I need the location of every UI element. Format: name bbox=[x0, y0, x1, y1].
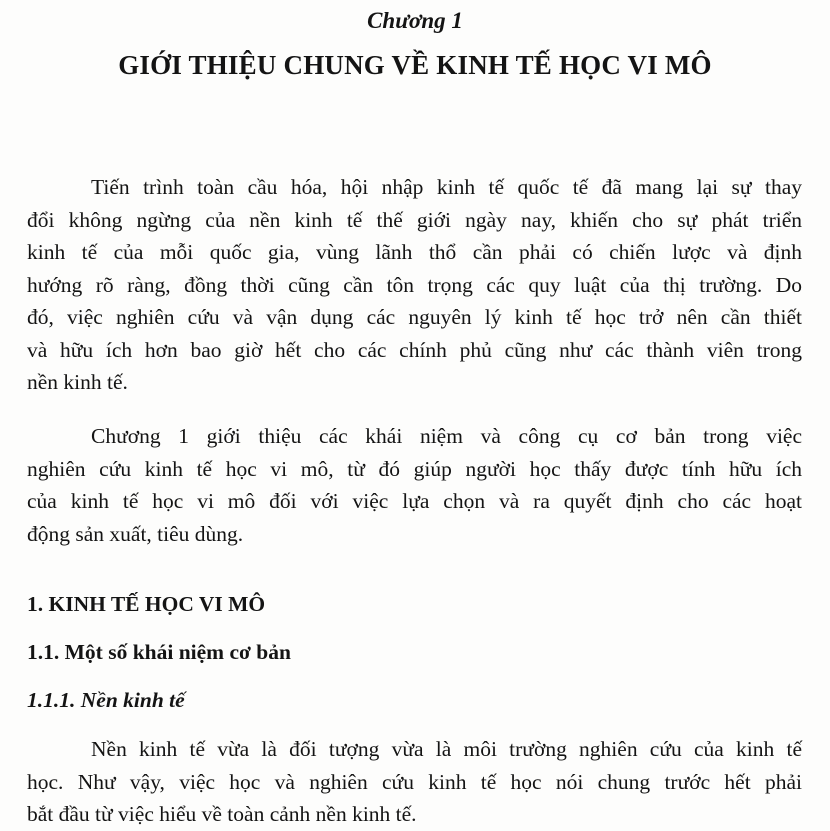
paragraph-line: đổi không ngừng của nền kinh tế thế giới ngày nay, khiến cho sự phát triển bbox=[27, 207, 802, 232]
section-heading-1-1: 1.1. Một số khái niệm cơ bản bbox=[27, 640, 291, 664]
paragraph-line: Chương 1 giới thiệu các khái niệm và công cụ cơ bản trong việc bbox=[91, 424, 802, 448]
paragraph-line: đó, việc nghiên cứu và vận dụng các nguyên lý kinh tế học trở nên cần thiết bbox=[27, 305, 802, 329]
paragraph-line: học. Như vậy, việc học và nghiên cứu kinh tế học nói chung trước hết phải bbox=[27, 769, 802, 794]
chapter-title: GIỚI THIỆU CHUNG VỀ KINH TẾ HỌC VI MÔ bbox=[118, 50, 712, 80]
section-1-1-1-paragraph bbox=[27, 733, 802, 831]
paragraph-line: bắt đầu từ việc hiểu về toàn cảnh nền kinh tế. bbox=[27, 802, 417, 826]
paragraph-line: của kinh tế học vi mô đối với việc lựa chọn và ra quyết định cho các hoạt bbox=[27, 489, 802, 513]
paragraph-line: nghiên cứu kinh tế học vi mô, từ đó giúp người học thấy được tính hữu ích bbox=[27, 456, 802, 481]
paragraph-line: Nền kinh tế vừa là đối tượng vừa là môi trường nghiên cứu của kinh tế bbox=[91, 737, 802, 761]
section-heading-1: 1. KINH TẾ HỌC VI MÔ bbox=[27, 592, 266, 616]
paragraph-line: nền kinh tế. bbox=[27, 370, 128, 394]
chapter-label: Chương 1 bbox=[367, 8, 463, 33]
paragraph-line: và hữu ích hơn bao giờ hết cho các chính phủ cũng như các thành viên trong bbox=[27, 337, 802, 362]
paragraph-line: động sản xuất, tiêu dùng. bbox=[27, 521, 244, 546]
paragraph-line: kinh tế của mỗi quốc gia, vùng lãnh thổ cần phải có chiến lược và định bbox=[27, 240, 802, 264]
paragraph-line: Tiến trình toàn cầu hóa, hội nhập kinh tế quốc tế đã mang lại sự thay bbox=[91, 175, 802, 199]
intro-paragraph-1 bbox=[27, 171, 802, 399]
section-heading-1-1-1: 1.1.1. Nền kinh tế bbox=[27, 688, 185, 712]
paragraph-line: hướng rõ ràng, đồng thời cũng cần tôn trọng các quy luật của thị trường. Do bbox=[27, 272, 802, 297]
intro-paragraph-2 bbox=[27, 420, 802, 550]
